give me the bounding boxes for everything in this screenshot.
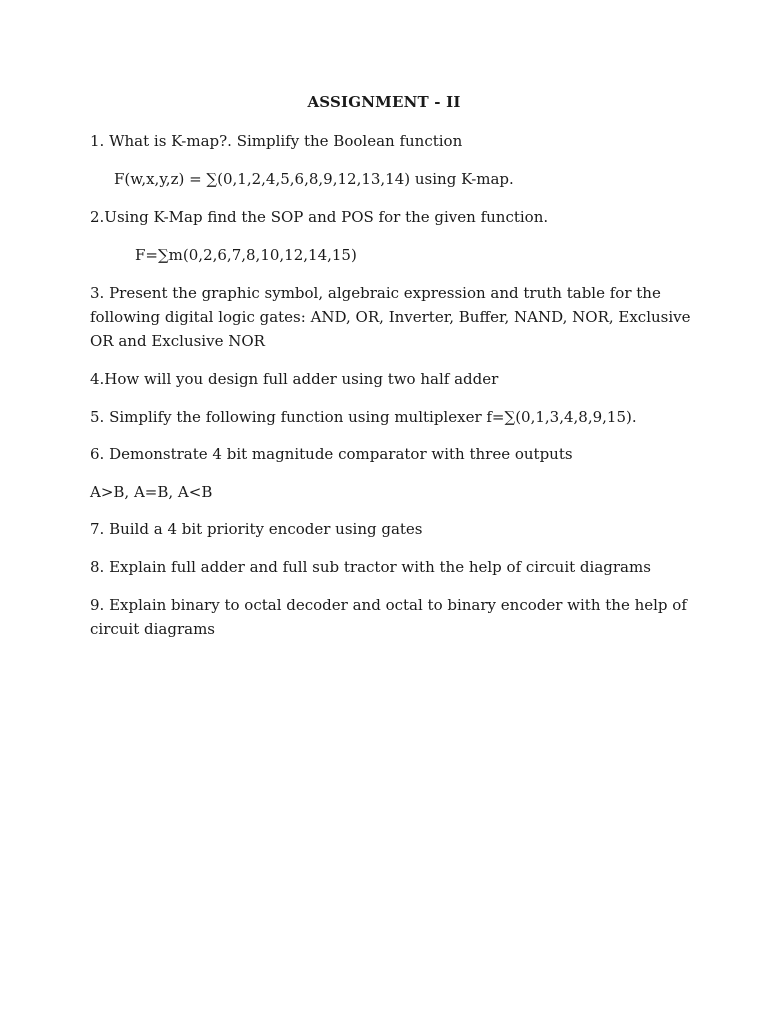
question-8: 8. Explain full adder and full sub tractor with the help of circuit diagrams: [90, 558, 651, 576]
question-2-line-1: 2.Using K-Map find the SOP and POS for the given function.: [90, 208, 549, 226]
question-1-line-1: 1. What is K-map?. Simplify the Boolean function: [90, 132, 463, 150]
question-3-line-2: following digital logic gates: AND, OR, Inverter, Buffer, NAND, NOR, Exclusive: [90, 308, 691, 326]
question-6-line-1: 6. Demonstrate 4 bit magnitude comparator with three outputs: [90, 445, 573, 463]
question-1-function: F(w,x,y,z) = ∑(0,1,2,4,5,6,8,9,12,13,14) using K-map.: [114, 170, 514, 188]
question-3-line-3: OR and Exclusive NOR: [90, 332, 265, 350]
question-7: 7. Build a 4 bit priority encoder using gates: [90, 520, 423, 538]
question-6-line-2: A>B, A=B, A<B: [90, 483, 213, 501]
question-3-line-1: 3. Present the graphic symbol, algebraic expression and truth table for the: [90, 284, 661, 302]
question-9-line-1: 9. Explain binary to octal decoder and octal to binary encoder with the help of: [90, 596, 687, 614]
question-9-line-2: circuit diagrams: [90, 620, 216, 638]
question-2-function: F=∑m(0,2,6,7,8,10,12,14,15): [135, 246, 357, 264]
question-5: 5. Simplify the following function using multiplexer f=∑(0,1,3,4,8,9,15).: [90, 408, 637, 426]
question-4: 4.How will you design full adder using two half adder: [90, 370, 499, 388]
page-title: ASSIGNMENT - II: [307, 93, 461, 111]
